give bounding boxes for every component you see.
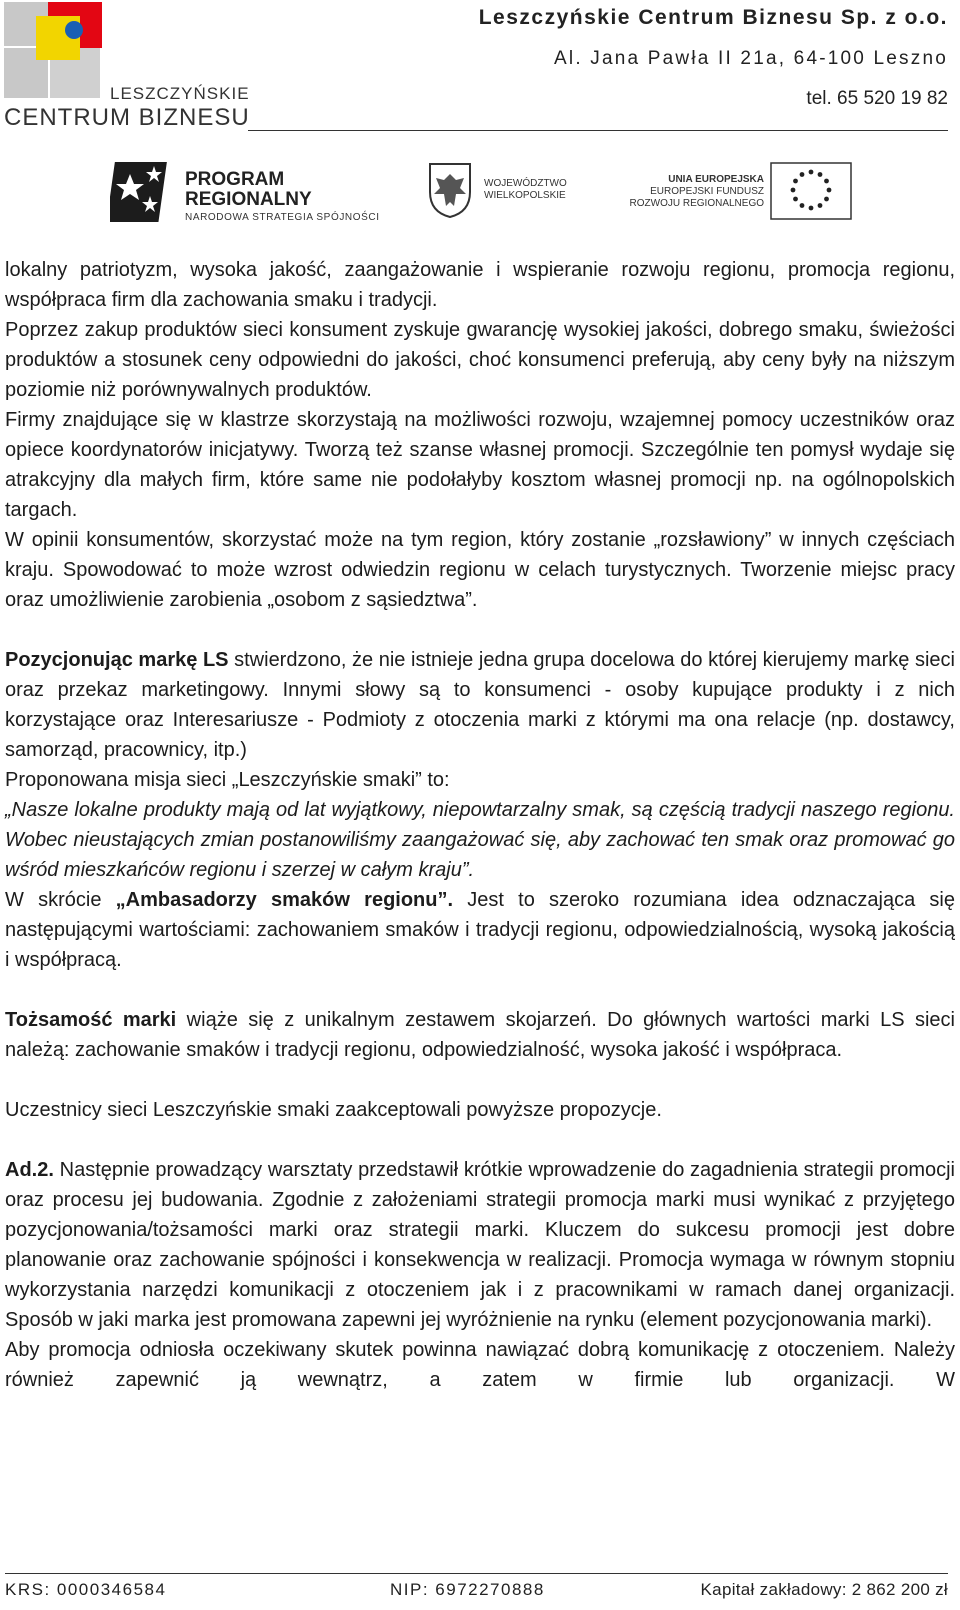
paragraph-2: Poprzez zakup produktów sieci konsument zyskuje gwarancję wysokiej jakości, dobrego smaku, świeżości produktów a stosunek ceny odpowiedni do jakości, choć konsumenci preferują, aby ceny były na niższym poziomie niż porównywalnych produktów. xyxy=(5,319,955,401)
eu-flag-icon xyxy=(770,162,852,220)
eu-line2: EUROPEJSKI FUNDUSZ xyxy=(650,186,764,197)
program-line1: PROGRAM xyxy=(185,169,285,190)
mission-quote xyxy=(5,795,955,885)
logo-name-line1: LESZCZYŃSKIE xyxy=(110,84,250,103)
lcb-logo-squares-icon xyxy=(4,2,114,102)
program-regionalny-emblem-icon xyxy=(110,154,172,226)
ad2-heading: Ad.2. xyxy=(5,1159,54,1181)
funding-logos-bar xyxy=(0,150,960,230)
document-body xyxy=(5,255,955,1395)
paragraph-8 xyxy=(5,885,955,975)
paragraph-11 xyxy=(5,1155,955,1335)
voivodeship-line2: WIELKOPOLSKIE xyxy=(484,190,566,201)
voivodeship-label xyxy=(484,178,567,202)
paragraph-3: Firmy znajdujące się w klastrze skorzystają na możliwości rozwoju, wzajemnej pomocy uczestników oraz opiece koordynatorów inicjatywy. Tworzą też szanse własnej promocji. Szczególnie ten pomysł wydaje się atrakcyjny dla małych firm, które same nie podołałyby kosztom własnej promocji np. na ogólnopolskich targach. xyxy=(5,409,955,521)
program-line2: REGIONALNY xyxy=(185,189,312,210)
wielkopolska-eagle-crest-icon xyxy=(428,162,472,218)
program-subtitle: NARODOWA STRATEGIA SPÓJNOŚCI xyxy=(185,212,380,223)
paragraph-8-start: W skrócie xyxy=(5,889,116,911)
paragraph-6: Proponowana misja sieci „Leszczyńskie smaki” to: xyxy=(5,769,450,791)
footer-capital: Kapitał zakładowy: 2 862 200 zł xyxy=(700,1580,948,1599)
company-address: Al. Jana Pawła II 21a, 64-100 Leszno xyxy=(554,48,948,69)
paragraph-1: lokalny patriotyzm, wysoka jakość, zaangażowanie i wspieranie rozwoju regionu, promocja regionu, współpraca firm dla zachowania smaku i tradycji. xyxy=(5,259,955,311)
eu-fund-label xyxy=(618,174,764,210)
paragraph-10: Uczestnicy sieci Leszczyńskie smaki zaakceptowali powyższe propozycje. xyxy=(5,1099,662,1121)
paragraph-4: W opinii konsumentów, skorzystać może na tym region, który zostanie „rozsławiony” w innych częściach kraju. Spowodować to może wzrost odwiedzin regionu w celach turystycznych. Tworzenie miejsc pracy oraz umożliwienie zarobienia „osobom z sąsiedztwa”. xyxy=(5,529,955,611)
company-phone: tel. 65 520 19 82 xyxy=(806,88,948,109)
paragraph-8-text: Jest to szeroko rozumiana idea odznaczająca się następującymi wartościami: zachowaniem smaków i tradycji regionu, odpowiedzialnością, wysoką jakością i współpracą. xyxy=(5,889,955,971)
footer-nip: NIP: 6972270888 xyxy=(390,1580,545,1599)
identity-heading: Tożsamość marki xyxy=(5,1009,177,1031)
paragraph-9 xyxy=(5,1005,955,1065)
paragraph-12: Aby promocja odniosła oczekiwany skutek powinna nawiązać dobrą komunikację z otoczeniem. Należy również zapewnić ją wewnątrz, a zatem w firmie lub organizacji. W xyxy=(5,1339,955,1391)
slogan: „Ambasadorzy smaków regionu”. xyxy=(115,889,454,911)
eu-line3: ROZWOJU REGIONALNEGO xyxy=(629,198,764,209)
paragraph-11-text: Następnie prowadzący warsztaty przedstawił krótkie wprowadzenie do zagadnienia strategii promocji oraz procesu jej budowania. Zgodnie z założeniami strategii promocja marki musi wynikać z przyjętego pozycjonowania/tożsamości marki oraz strategii marki. Kluczem do sukcesu promocji jest dobre planowanie oraz zachowanie spójności i konsekwencja w realizacji. Promocja wymaga w równym stopniu wykorzystania narzędzi komunikacji z otoczeniem jak i z pracownikami w ramach danej organizacji. Sposób w jaki marka jest promowana zapewni jej wyróżnienie na rynku (element pozycjonowania marki). xyxy=(5,1159,955,1331)
voivodeship-line1: WOJEWÓDZTWO xyxy=(484,178,567,189)
eu-line1: UNIA EUROPEJSKA xyxy=(668,174,764,185)
positioning-heading: Pozycjonując markę LS xyxy=(5,649,229,671)
paragraph-5-text: stwierdzono, że nie istnieje jedna grupa docelowa do której kierujemy markę sieci oraz przekaz marketingowy. Innymi słowy są to konsumenci - osoby kupujące produkty i z nich korzystające oraz Interesariusze - Podmioty z otoczenia marki z którymi ma ona relacje (np. dostawcy, samorząd, pracownicy, itp.) xyxy=(5,649,955,761)
paragraph-5 xyxy=(5,645,955,765)
footer-krs: KRS: 0000346584 xyxy=(5,1580,167,1599)
logo-name-line2: CENTRUM BIZNESU xyxy=(4,104,250,131)
company-name: Leszczyńskie Centrum Biznesu Sp. z o.o. xyxy=(478,6,948,29)
program-regionalny-title xyxy=(185,170,312,210)
header-divider xyxy=(248,130,948,131)
paragraph-9-text: wiąże się z unikalnym zestawem skojarzeń. Do głównych wartości marki LS sieci należą: zachowanie smaków i tradycji regionu, odpowiedzialność, wysoka jakość i współpraca. xyxy=(5,1009,955,1061)
footer-divider xyxy=(5,1573,948,1574)
mission-quote-text: „Nasze lokalne produkty mają od lat wyjątkowy, niepowtarzalny smak, są częścią tradycji naszego regionu. Wobec nieustających zmian postanowiliśmy zaangażować się, aby zachować ten smak oraz promować go wśród mieszkańców regionu i szerzej w całym kraju”. xyxy=(5,799,955,881)
